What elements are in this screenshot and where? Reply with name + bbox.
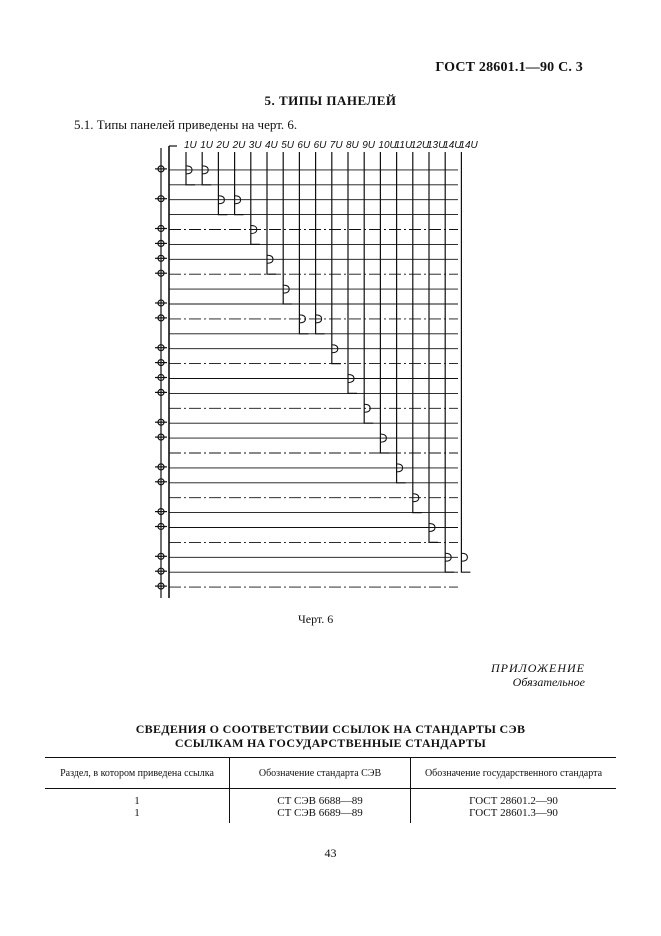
panel-outline	[235, 152, 244, 215]
column-label: 11U	[394, 140, 413, 151]
column-label: 13U	[427, 140, 446, 151]
table-cell: ГОСТ 28601.2—90	[411, 789, 617, 808]
page-number: 43	[324, 846, 337, 860]
panel-outline	[461, 152, 470, 572]
panel-outline	[348, 152, 357, 393]
column-label: 1U	[184, 140, 197, 151]
panel-outline	[413, 152, 422, 513]
column-label: 9U	[362, 140, 375, 151]
column-label: 6U	[297, 140, 311, 151]
column-label: 4U	[265, 140, 278, 151]
column-label: 1U	[200, 140, 213, 151]
table-header-cmea: Обозначение стандарта СЭВ	[230, 758, 411, 789]
column-label: 8U	[346, 140, 359, 151]
panel-outline	[397, 152, 406, 483]
document-reference: ГОСТ 28601.1—90 С. 3	[435, 60, 583, 75]
appendix-label-title: ПРИЛОЖЕНИЕ	[491, 661, 585, 675]
section-paragraph: 5.1. Типы панелей приведены на черт. 6.	[74, 117, 298, 132]
panel-outline	[332, 152, 341, 364]
panel-outline	[218, 152, 227, 215]
column-label: 2U	[232, 140, 246, 151]
appendix-label	[491, 661, 585, 689]
panel-outline	[202, 152, 211, 185]
table-cell: 1	[134, 807, 140, 819]
column-label: 12U	[410, 140, 430, 151]
table-row	[45, 789, 616, 808]
column-label: 3U	[248, 140, 262, 151]
table-cell: 1	[134, 795, 140, 807]
diagram-lines	[155, 146, 470, 598]
panel-outline	[316, 152, 325, 334]
panel-outline	[364, 152, 373, 423]
column-label: 2U	[216, 140, 230, 151]
table-cell: ГОСТ 28601.3—90	[411, 807, 617, 823]
figure-caption: Черт. 6	[298, 612, 334, 626]
table-header-gost: Обозначение государственного стандарта	[411, 758, 617, 789]
column-label: 7U	[329, 140, 343, 151]
panel-outline	[186, 152, 195, 185]
column-label: 14U	[459, 140, 478, 151]
appendix-title	[0, 722, 661, 750]
panel-types-diagram	[150, 138, 480, 603]
column-label: 14U	[443, 140, 462, 151]
panel-outline	[251, 152, 260, 244]
table-header-row	[45, 758, 616, 789]
table-cell: СТ СЭВ 6689—89	[230, 807, 411, 823]
panel-outline	[429, 152, 438, 542]
column-label: 10U	[378, 140, 397, 151]
column-labels	[184, 140, 479, 151]
table-header-section: Раздел, в котором приведена ссылка	[45, 758, 230, 789]
panel-outline	[299, 152, 308, 334]
appendix-label-subtitle: Обязательное	[512, 675, 585, 689]
column-label: 5U	[281, 140, 294, 151]
references-table	[45, 757, 616, 823]
table-cell: СТ СЭВ 6688—89	[230, 789, 411, 808]
section-title: 5. ТИПЫ ПАНЕЛЕЙ	[264, 93, 397, 108]
appendix-title-line1: СВЕДЕНИЯ О СООТВЕТСТВИИ ССЫЛОК НА СТАНДАРТЫ СЭВ	[135, 722, 526, 736]
table-row	[45, 807, 616, 823]
panel-hook	[461, 553, 467, 561]
appendix-title-line2: ССЫЛКАМ НА ГОСУДАРСТВЕННЫЕ СТАНДАРТЫ	[174, 736, 487, 750]
column-label: 6U	[313, 140, 327, 151]
panel-outline	[283, 152, 292, 304]
